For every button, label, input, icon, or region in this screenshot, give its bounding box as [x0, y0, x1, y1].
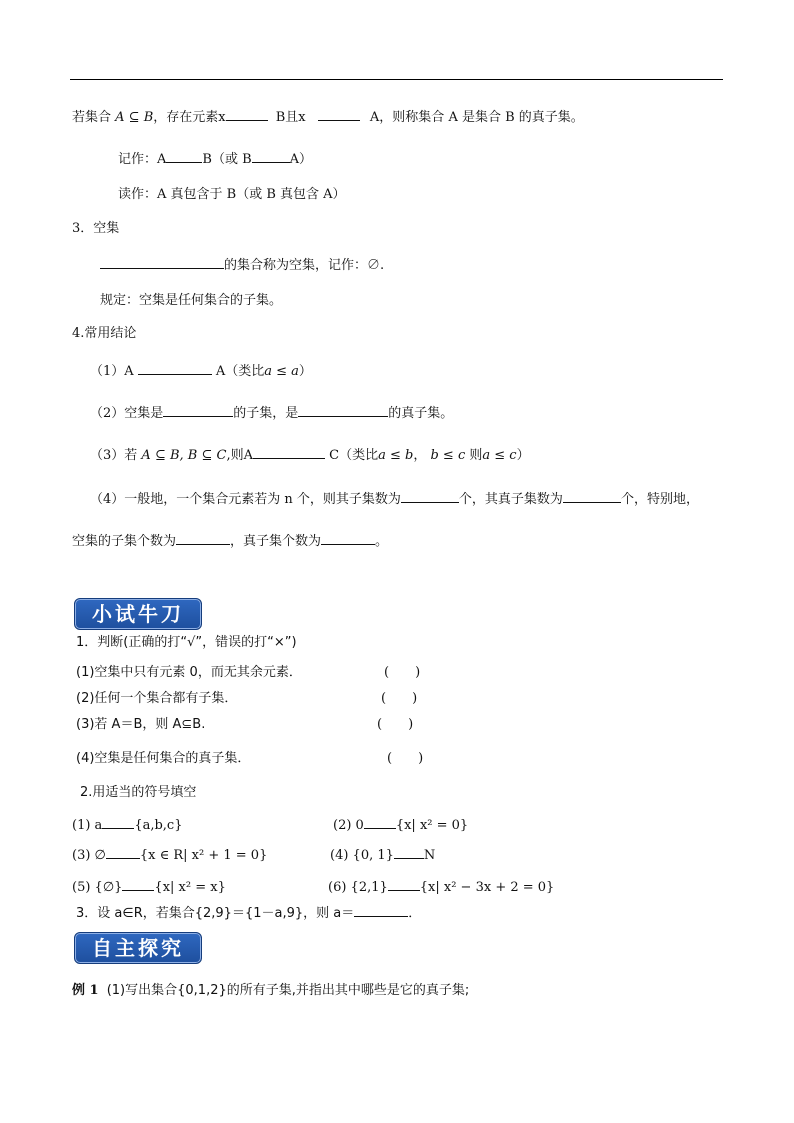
q1-heading: 1．判断(正确的打“√”，错误的打“×”) — [76, 635, 297, 650]
notation-line: 记作：A B（或 B A） — [118, 152, 313, 167]
q1-item: (4)空集是任何集合的真子集． — [76, 751, 251, 766]
example-1: 例 1 (1)写出集合{0,1,2}的所有子集,并指出其中哪些是它的真子集; — [72, 983, 470, 998]
q1-item: (1)空集中只有元素 0，而无其余元素． — [76, 665, 302, 680]
answer-parens: ( ) — [387, 751, 424, 766]
q1-item: (3)若 A＝B，则 A⊆B. — [76, 717, 206, 732]
q2-item-4: (4) {0, 1} N — [330, 848, 436, 863]
q2-item-2: (2) 0 {x| x² = 0} — [333, 818, 469, 833]
reading-line: 读作：A 真包含于 B（或 B 真包含 A） — [118, 187, 346, 202]
q2-item-5: (5) {∅} {x| x² = x} — [72, 880, 226, 895]
header-rule — [70, 79, 723, 80]
answer-parens: ( ) — [377, 717, 414, 732]
section4-heading: 4.常用结论 — [72, 326, 137, 341]
section-badge-practice: 小试牛刀 — [74, 598, 202, 630]
section-badge-explore: 自主探究 — [74, 932, 202, 964]
answer-parens: ( ) — [384, 665, 421, 680]
empty-set-rule: 规定：空集是任何集合的子集。 — [100, 293, 283, 308]
empty-set-definition: 的集合称为空集，记作：∅. — [100, 256, 384, 275]
proper-subset-definition: 若集合 A ⊆ B，存在元素x B且x A，则称集合 A 是集合 B 的真子集。 — [72, 110, 584, 125]
q2-item-1: (1) a {a,b,c} — [72, 818, 183, 833]
conclusion-4-cont: 空集的子集个数为 ，真子集个数为 。 — [72, 534, 389, 549]
conclusion-3: （3）若 A ⊆ B, B ⊆ C,则A C（类比a ≤ b， b ≤ c 则a ≤ c） — [90, 448, 530, 463]
conclusion-2: （2）空集是 的子集，是 的真子集。 — [90, 406, 454, 421]
q2-item-3: (3) ∅ {x ∈ R| x² + 1 = 0} — [72, 848, 268, 863]
conclusion-1: （1）A A（类比a ≤ a） — [90, 364, 312, 379]
q2-item-6: (6) {2,1} {x| x² − 3x + 2 = 0} — [328, 880, 555, 895]
section3-heading: 3．空集 — [72, 221, 120, 236]
q1-item: (2)任何一个集合都有子集． — [76, 691, 238, 706]
q3-line: 3．设 a∈R，若集合{2,9}＝{1－a,9}，则 a＝ ． — [76, 906, 422, 921]
q2-heading: 2.用适当的符号填空 — [80, 785, 197, 800]
answer-parens: ( ) — [381, 691, 418, 706]
conclusion-4: （4）一般地，一个集合元素若为 n 个，则其子集数为 个，其真子集数为 个，特别地， — [90, 492, 699, 507]
